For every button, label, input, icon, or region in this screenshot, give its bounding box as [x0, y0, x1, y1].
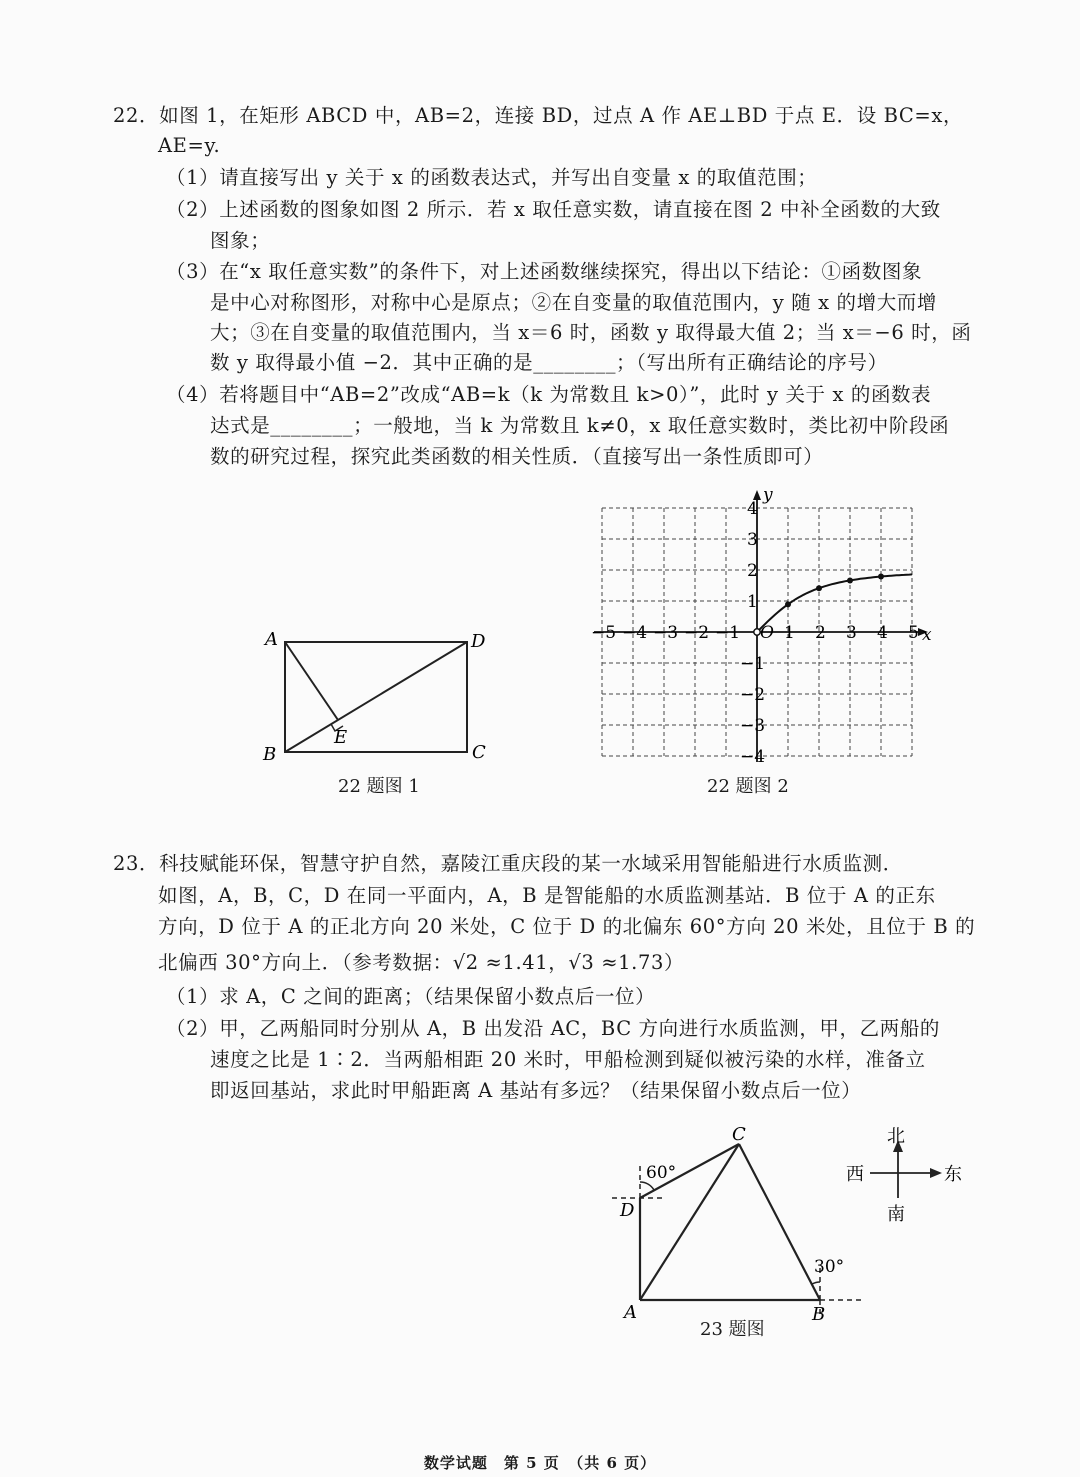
compass-north: 北 [887, 1126, 905, 1147]
q23-part1: （1）求 A，C 之间的距离；（结果保留小数点后一位） [166, 985, 656, 1008]
y-tick-label: −4 [740, 747, 766, 767]
curve-point [816, 585, 822, 591]
q22-part3-line3: 大；③在自变量的取值范围内，当 x＝6 时，函数 y 取得最大值 2；当 x＝−6 时，函 [210, 321, 972, 344]
q22-part2-line1: （2）上述函数的图象如图 2 所示．若 x 取任意实数，请直接在图 2 中补全函数的大致 [166, 198, 941, 221]
origin-label: O [760, 623, 774, 643]
label-c: C [472, 742, 486, 763]
compass-east: 东 [944, 1164, 962, 1185]
label-e: E [334, 727, 348, 748]
segment-bc [739, 1144, 820, 1300]
q22-figure-2 [570, 480, 940, 770]
x-tick-label: 1 [784, 623, 795, 643]
q22-part3-line4: 数 y 取得最小值 −2．其中正确的是________；（写出所有正确结论的序号） [210, 351, 888, 374]
q23-figure [600, 1120, 980, 1340]
x-tick-label: 3 [846, 623, 857, 643]
q23-part2-line3: 即返回基站，求此时甲船距离 A 基站有多远？（结果保留小数点后一位） [210, 1079, 862, 1102]
angle-arc-b [812, 1282, 820, 1284]
y-tick-label: 4 [747, 499, 758, 519]
label-a: A [624, 1302, 637, 1323]
curve-point [847, 578, 853, 584]
q22-part3-line1: （3）在“x 取任意实数”的条件下，对上述函数继续探究，得出以下结论：①函数图象 [166, 260, 923, 283]
x-tick-label: −5 [591, 623, 617, 643]
y-tick-label: −3 [740, 716, 766, 736]
x-tick-label: 5 [908, 623, 919, 643]
q22-part4-line1: （4）若将题目中“AB=2”改成“AB=k（k 为常数且 k>0）”，此时 y 关于 x 的函数表 [166, 383, 932, 406]
x-tick-label: −3 [653, 623, 679, 643]
y-tick-label: 1 [747, 592, 758, 612]
label-b: B [812, 1304, 826, 1325]
label-a: A [265, 629, 278, 650]
q22-line-2: AE=y. [158, 134, 221, 157]
angle-arc-d [640, 1182, 654, 1190]
y-tick-label: 2 [747, 561, 758, 581]
q23-line-2: 如图，A，B，C，D 在同一平面内，A，B 是智能船的水质监测基站．B 位于 A 的正东 [158, 884, 936, 907]
x-tick-label: −2 [684, 623, 710, 643]
angle-label-b: 30° [814, 1257, 845, 1277]
y-tick-label: −2 [740, 685, 766, 705]
q22-figure-2-caption: 22 题图 2 [707, 776, 789, 797]
q22-part2-line2: 图象； [210, 229, 271, 252]
label-b: B [263, 744, 277, 765]
q22-line-1: 22．如图 1，在矩形 ABCD 中，AB=2，连接 BD，过点 A 作 AE⊥BD 于点 E．设 BC=x， [113, 104, 964, 127]
x-tick-label: −1 [715, 623, 741, 643]
curve-path [757, 574, 912, 632]
q23-part2-line1: （2）甲，乙两船同时分别从 A，B 出发沿 AC，BC 方向进行水质监测，甲，乙两船的 [166, 1017, 941, 1040]
q23-part2-line2: 速度之比是 1∶2．当两船相距 20 米时，甲船检测到疑似被污染的水样，准备立 [210, 1048, 926, 1071]
x-tick-label: 2 [815, 623, 826, 643]
compass-west: 西 [846, 1164, 864, 1185]
label-d: D [471, 631, 486, 652]
q23-figure-caption: 23 题图 [700, 1319, 765, 1340]
y-tick-label: −1 [740, 654, 766, 674]
y-tick-label: 3 [747, 530, 758, 550]
perpendicular-ae [285, 642, 338, 720]
q22-figure-1-caption: 22 题图 1 [338, 776, 420, 797]
compass [846, 1126, 962, 1225]
x-tick-label: 4 [877, 623, 888, 643]
q23-line-4: 北偏西 30°方向上．（参考数据：√2 ≈1.41，√3 ≈1.73） [158, 951, 685, 974]
q22-part1: （1）请直接写出 y 关于 x 的函数表达式，并写出自变量 x 的取值范围； [166, 166, 818, 189]
curve-point-origin [754, 629, 760, 635]
q22-part4-line3: 数的研究过程，探究此类函数的相关性质．（直接写出一条性质即可） [210, 445, 824, 468]
q23-line-1: 23．科技赋能环保，智慧守护自然，嘉陵江重庆段的某一水域采用智能船进行水质监测． [113, 852, 903, 875]
east-arrow [930, 1168, 942, 1178]
x-tick-label: −4 [622, 623, 648, 643]
function-curve [754, 574, 912, 636]
page-footer: 数学试题 第 5 页 （共 6 页） [423, 1454, 657, 1472]
diagonal-bd [285, 642, 467, 752]
q22-figure-1 [255, 625, 505, 765]
q22-part4-line2: 达式是________；一般地，当 k 为常数且 k≠0，x 取任意实数时，类比初中阶段函 [210, 414, 950, 437]
q22-part3-line2: 是中心对称图形，对称中心是原点；②在自变量的取值范围内，y 随 x 的增大而增 [210, 291, 938, 314]
angle-label-d: 60° [646, 1163, 677, 1183]
curve-point [878, 574, 884, 580]
q23-line-3: 方向，D 位于 A 的正北方向 20 米处，C 位于 D 的北偏东 60°方向 20 米处，且位于 B 的 [158, 915, 976, 938]
x-axis-label: x [922, 625, 932, 645]
label-d: D [620, 1200, 635, 1221]
y-axis-label: y [763, 485, 773, 505]
compass-south: 南 [887, 1204, 905, 1225]
label-c: C [732, 1124, 746, 1145]
curve-point [785, 601, 791, 607]
